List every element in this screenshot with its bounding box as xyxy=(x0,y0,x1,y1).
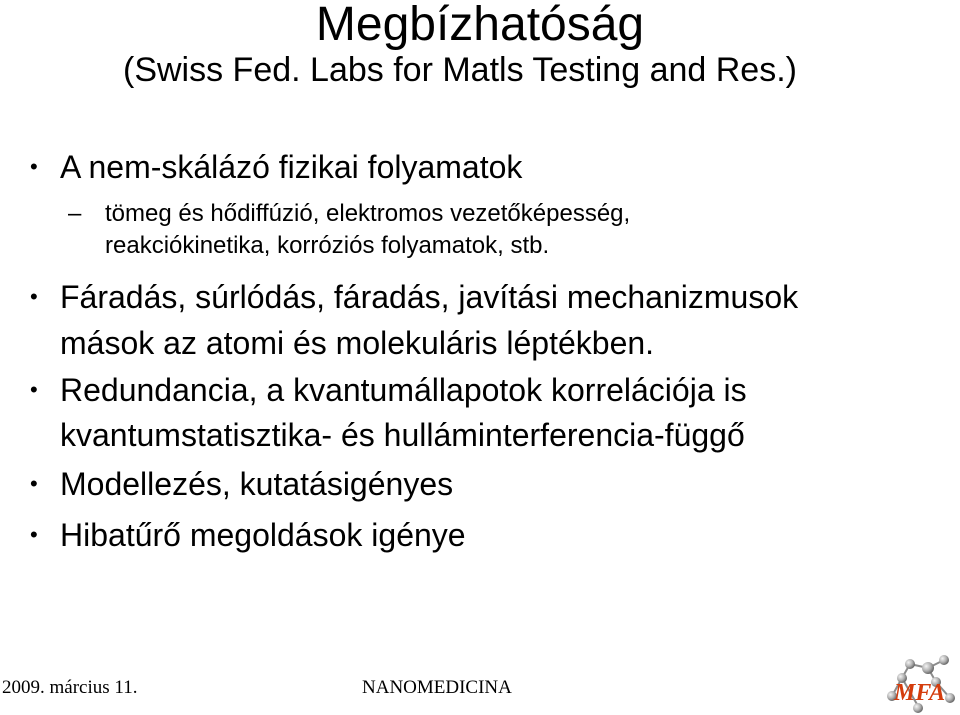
footer-title: NANOMEDICINA xyxy=(362,677,512,698)
bullet-item-2 xyxy=(30,276,950,318)
bullet-item-1 xyxy=(30,146,950,188)
bullet-item-2-continued xyxy=(30,322,950,364)
bullet-item-3-continued xyxy=(30,414,950,456)
sub-bullet-text: reakciókinetika, korróziós folyamatok, stb. xyxy=(105,232,550,259)
slide-subtitle: (Swiss Fed. Labs for Matls Testing and Res.) xyxy=(123,51,797,89)
bullet-text: Modellezés, kutatásigényes xyxy=(60,466,454,502)
sub-bullet-text: tömeg és hődiffúzió, elektromos vezetőképesség, xyxy=(105,200,631,227)
sub-bullet-item-1-continued xyxy=(68,231,928,261)
bullet-item-4 xyxy=(30,463,950,505)
bullet-text: Redundancia, a kvantumállapotok korrelációja is xyxy=(60,372,747,408)
bullet-text: Fáradás, súrlódás, fáradás, javítási mechanizmusok xyxy=(60,279,799,315)
footer-date: 2009. március 11. xyxy=(2,677,138,698)
bullet-text: Hibatűrő megoldások igénye xyxy=(60,517,466,553)
mfa-logo xyxy=(884,652,960,715)
logo-text: MFA xyxy=(894,680,946,706)
bullet-marker: • xyxy=(30,471,38,496)
bullet-marker: • xyxy=(30,377,38,402)
bullet-marker: • xyxy=(30,284,38,309)
bullet-marker: • xyxy=(30,154,38,179)
bullet-item-5 xyxy=(30,514,950,556)
bullet-text: A nem-skálázó fizikai folyamatok xyxy=(60,149,523,185)
sub-bullet-marker: – xyxy=(68,200,82,227)
slide-title: Megbízhatóság xyxy=(315,0,645,51)
bullet-text: kvantumstatisztika- és hulláminterferencia-függő xyxy=(60,417,745,453)
sub-bullet-item-1 xyxy=(68,199,928,229)
bullet-text: mások az atomi és molekuláris léptékben. xyxy=(60,325,655,361)
bullet-item-3 xyxy=(30,369,950,411)
bullet-marker: • xyxy=(30,522,38,547)
